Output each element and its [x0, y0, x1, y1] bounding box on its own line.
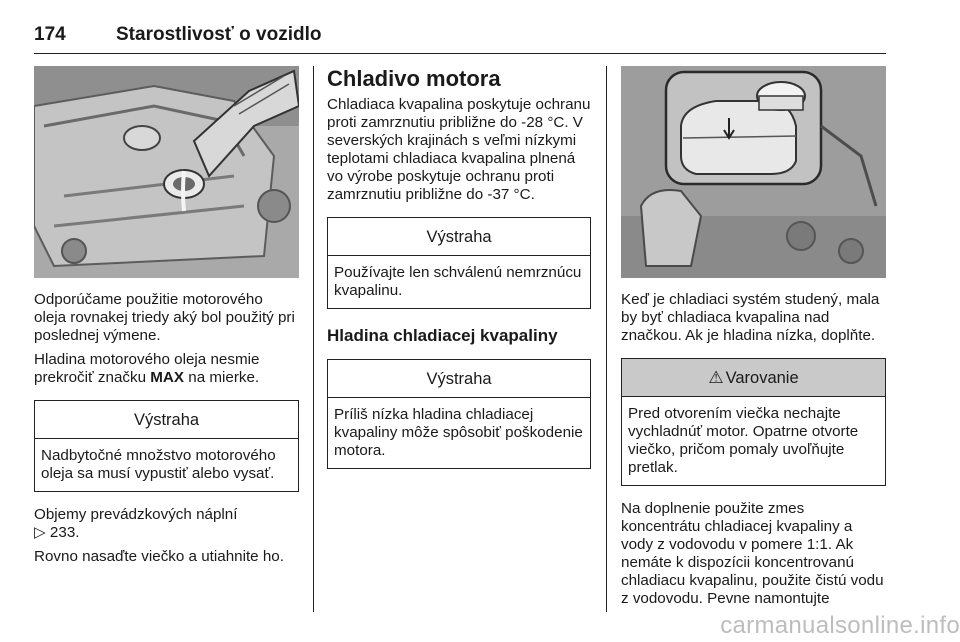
coolant-level-notice-text: Príliš nízka hladina chladiacej kvapaliny môže spôsobiť poškodenie motora. — [334, 406, 583, 459]
watermark: carmanualsonline.info — [720, 612, 960, 639]
oil-notice-title: Výstraha — [35, 401, 298, 439]
coolant-notice-text: Používajte len schválenú nemrznúcu kvapalinu. — [334, 264, 582, 299]
capacities-label: Objemy prevádzkových náplní — [34, 506, 238, 523]
capacities-page-ref[interactable]: 233. — [49, 524, 80, 541]
oil-level-text-end: na mierke. — [184, 369, 260, 386]
coolant-level-notice-title: Výstraha — [328, 360, 590, 398]
cap-instruction-text: Rovno nasaďte viečko a utiahnite ho. — [34, 548, 284, 565]
arrow-right-icon: ▷ — [34, 524, 46, 541]
column-coolant — [327, 66, 591, 469]
coolant-warning-title: Varovanie — [725, 369, 799, 387]
page-title: Starostlivosť o vozidlo — [116, 24, 322, 45]
max-mark-label: MAX — [150, 369, 185, 386]
column-divider-2 — [606, 66, 607, 612]
coolant-intro-text: Chladiaca kvapalina poskytuje ochranu proti zamrznutiu približne do -28 °C. V severských krajinách s veľmi nízkymi teplotami chladiaca kvapalina plnená vo výrobe poskytuje ochranu proti zamrznutiu približne do -37 °C. — [327, 96, 591, 203]
coolant-notice-box — [327, 217, 591, 309]
page-number: 174 — [34, 24, 66, 45]
capacities-reference — [34, 506, 299, 542]
column-divider-1 — [313, 66, 314, 612]
oil-level-text-start: Hladina motorového oleja nesmie prekročiť značku — [34, 351, 260, 386]
engine-oil-photo — [34, 66, 299, 278]
oil-level-text — [34, 351, 299, 387]
oil-notice-box — [34, 400, 299, 492]
coolant-level-text: Keď je chladiaci systém studený, mala by byť chladiaca kvapalina nad značkou. Ak je hladina nízka, doplňte. — [621, 291, 880, 344]
coolant-notice-title: Výstraha — [328, 218, 590, 256]
oil-notice-text: Nadbytočné množstvo motorového oleja sa musí vypustiť alebo vysať. — [41, 447, 276, 482]
coolant-reservoir-photo — [621, 66, 886, 278]
coolant-warning-header — [622, 359, 885, 397]
warning-triangle-icon: ⚠ — [708, 368, 724, 387]
oil-recommendation-text: Odporúčame použitie motorového oleja rovnakej triedy aký bol použitý pri poslednej výmene. — [34, 291, 295, 344]
column-coolant-level — [621, 66, 886, 608]
coolant-refill-text: Na doplnenie použite zmes koncentrátu chladiacej kvapaliny a vody z vodovodu v pomere 1:1. Ak nemáte k dispozícii koncentrovanú chladiacu kvapalinu, použite čistú vodu z vodovodu. Pevne namontujte — [621, 500, 884, 607]
coolant-heading: Chladivo motora — [327, 66, 501, 91]
column-oil — [34, 66, 299, 566]
coolant-warning-box — [621, 358, 886, 486]
page-header — [34, 14, 886, 54]
coolant-level-notice-box — [327, 359, 591, 469]
coolant-warning-text: Pred otvorením viečka nechajte vychladnúť motor. Opatrne otvorte viečko, pričom pomaly uvoľňujte pretlak. — [628, 405, 859, 476]
coolant-level-heading: Hladina chladiacej kvapaliny — [327, 326, 558, 345]
